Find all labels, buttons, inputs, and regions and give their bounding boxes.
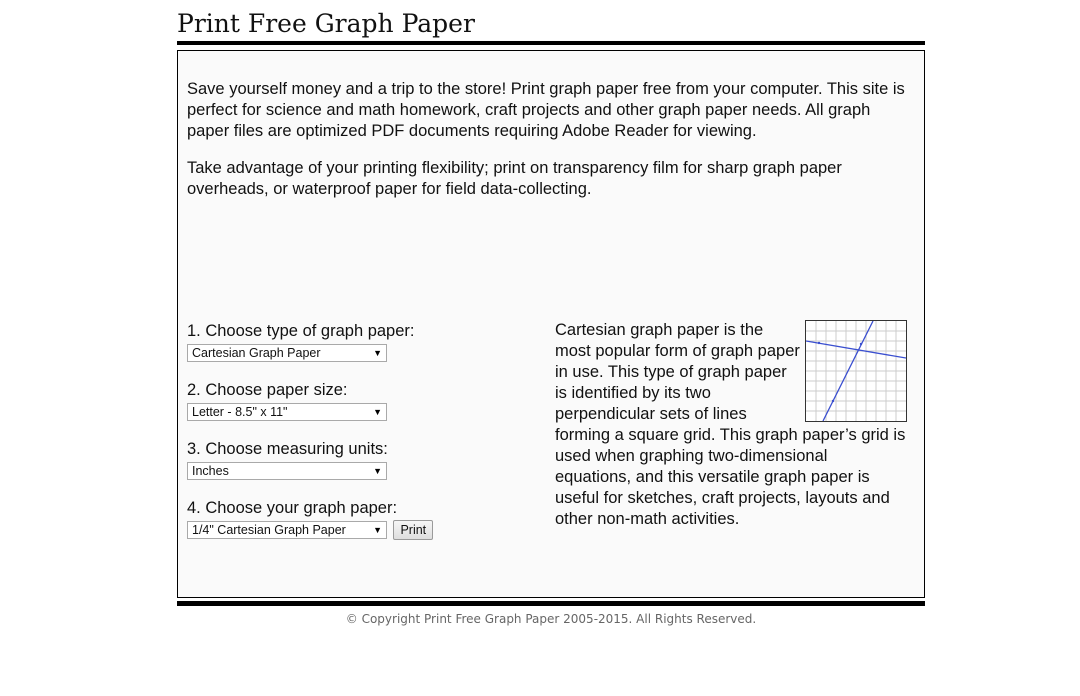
step-paper-size xyxy=(187,380,507,439)
graph-paper-select[interactable] xyxy=(187,521,387,539)
step-measuring-units xyxy=(187,439,507,498)
step-paper-type xyxy=(187,321,507,380)
paper-type-selected-value: Cartesian Graph Paper xyxy=(192,346,321,360)
paper-size-label: 2. Choose paper size: xyxy=(187,381,348,399)
chevron-down-icon: ▼ xyxy=(373,407,382,417)
step-graph-paper xyxy=(187,498,507,557)
paper-size-select[interactable] xyxy=(187,403,387,421)
graph-paper-selected-value: 1/4" Cartesian Graph Paper xyxy=(192,523,346,537)
measuring-units-select[interactable] xyxy=(187,462,387,480)
paper-chooser-form xyxy=(187,321,507,557)
intro-section xyxy=(187,79,913,216)
paper-type-label: 1. Choose type of graph paper: xyxy=(187,322,415,340)
paper-description xyxy=(555,320,907,530)
measuring-units-selected-value: Inches xyxy=(192,464,229,478)
intro-paragraph-2: Take advantage of your printing flexibility; print on transparency film for sharp graph paper overheads, or waterproof paper for field data-collecting. xyxy=(187,159,842,198)
copyright-text: © Copyright Print Free Graph Paper 2005-2015. All Rights Reserved. xyxy=(345,612,757,626)
description-text: Cartesian graph paper is the most popular form of graph paper in use. This type of graph paper is identified by its two perpendicular sets of lines forming a square grid. This graph paper’s grid is used when graphing two-dimensional equations, and this versatile graph paper is useful for sketches, craft projects, layouts and other non-math activities. xyxy=(555,321,906,528)
print-button[interactable]: Print xyxy=(393,520,433,540)
header-divider xyxy=(177,41,925,45)
paper-type-select[interactable] xyxy=(187,344,387,362)
chevron-down-icon: ▼ xyxy=(373,348,382,358)
chevron-down-icon: ▼ xyxy=(373,525,382,535)
site-title[interactable]: Print Free Graph Paper xyxy=(177,9,475,38)
chevron-down-icon: ▼ xyxy=(373,466,382,476)
graph-paper-label: 4. Choose your graph paper: xyxy=(187,499,398,517)
content-panel xyxy=(177,50,925,598)
intro-paragraph-1: Save yourself money and a trip to the store! Print graph paper free from your computer. This site is perfect for science and math homework, craft projects and other graph paper needs. All graph paper files are optimized PDF documents requiring Adobe Reader for viewing. xyxy=(187,80,905,140)
measuring-units-label: 3. Choose measuring units: xyxy=(187,440,388,458)
graph-thumbnail-svg xyxy=(806,321,906,421)
paper-size-selected-value: Letter - 8.5" x 11" xyxy=(192,405,288,419)
footer-divider xyxy=(177,601,925,606)
cartesian-graph-thumbnail xyxy=(805,320,907,422)
